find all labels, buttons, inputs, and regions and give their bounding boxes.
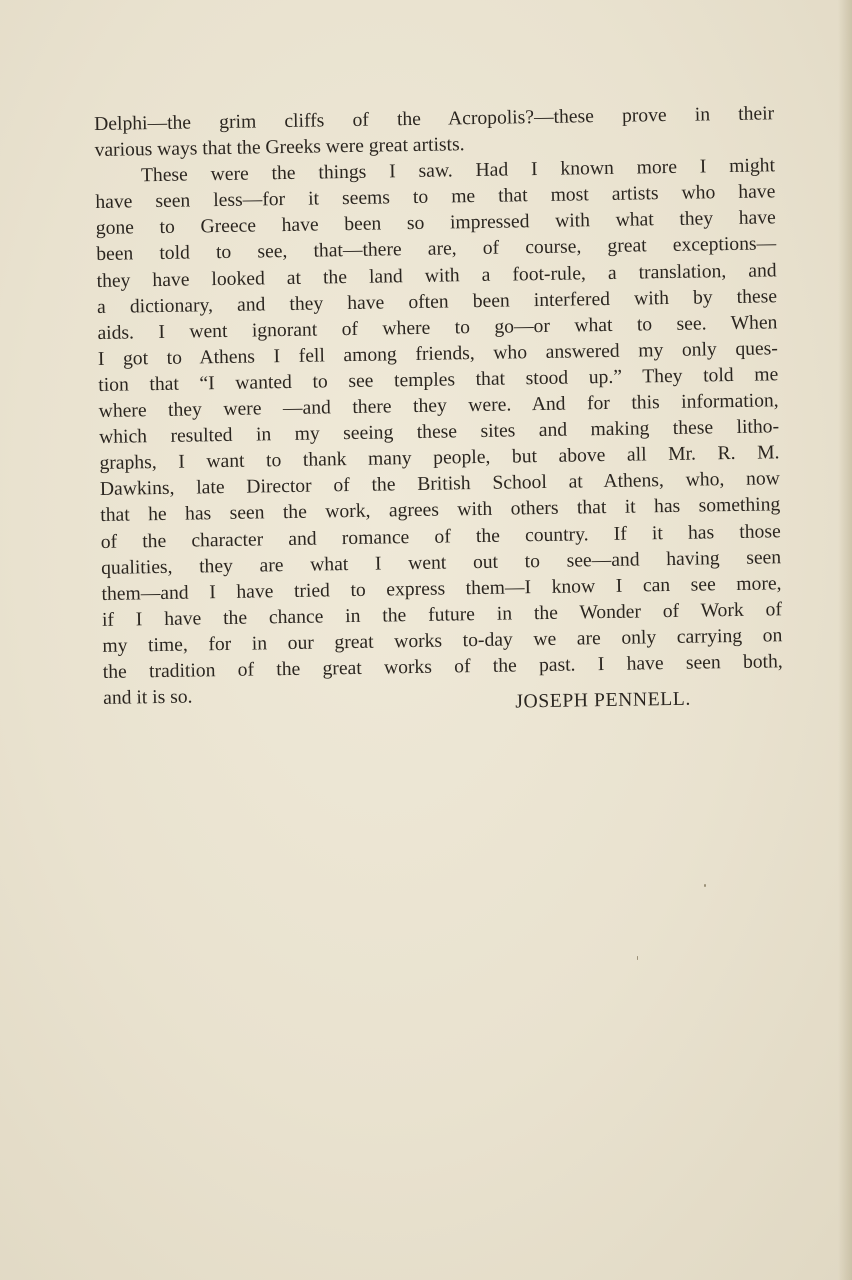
text-line: where they were —and there they were. And for this information, <box>98 390 779 422</box>
text-line: if I have the chance in the future in the Wonder of Work of <box>101 599 783 631</box>
text-line: the tradition of the great works of the past. I have seen both, <box>102 651 783 683</box>
text-line: Delphi—the grim cliffs of the Acropolis?—these prove in their <box>94 103 775 135</box>
closing-text: and it is so. <box>103 686 193 709</box>
text-line: aids. I went ignorant of where to go—or what to see. When <box>97 312 778 344</box>
text-line: my time, for in our great works to-day we are only carrying on <box>102 625 783 657</box>
text-line: Dawkins, late Director of the British School at Athens, who, now <box>99 468 781 501</box>
text-line: them—and I have tried to express them—I know I can see more, <box>101 572 782 605</box>
text-line: qualities, they are what I went out to see—and having seen <box>100 546 782 579</box>
text-line: have seen less—for it seems to me that most artists who have <box>95 181 776 214</box>
text-line: which resulted in my seeing these sites and making these litho- <box>98 416 780 449</box>
text-line: been told to see, that—there are, of course, great exceptions— <box>96 233 777 266</box>
paper-speck <box>637 956 638 960</box>
paper-speck <box>704 884 706 887</box>
text-line: These were the things I saw. Had I known more I might <box>140 155 776 187</box>
page-edge-shadow <box>838 0 852 1280</box>
text-line: I got to Athens I fell among friends, who answered my only ques- <box>97 338 778 370</box>
text-line: of the character and romance of the country. If it has those <box>100 520 781 553</box>
text-line: graphs, I want to thank many people, but above all Mr. R. M. <box>99 442 780 475</box>
text-line: a dictionary, and they have often been interfered with by these <box>96 285 778 318</box>
text-line: gone to Greece have been so impressed with what they have <box>95 207 776 240</box>
text-line: various ways that the Greeks were great artists. <box>94 134 465 162</box>
text-line: they have looked at the land with a foot-rule, a translation, and <box>96 259 777 292</box>
paragraph-2 <box>95 154 784 716</box>
text-line: tion that “I wanted to see temples that stood up.” They told me <box>98 364 779 396</box>
signature: JOSEPH PENNELL. <box>515 688 692 713</box>
text-line: that he has seen the work, agrees with others that it has something <box>100 494 781 527</box>
body-text <box>94 101 783 716</box>
